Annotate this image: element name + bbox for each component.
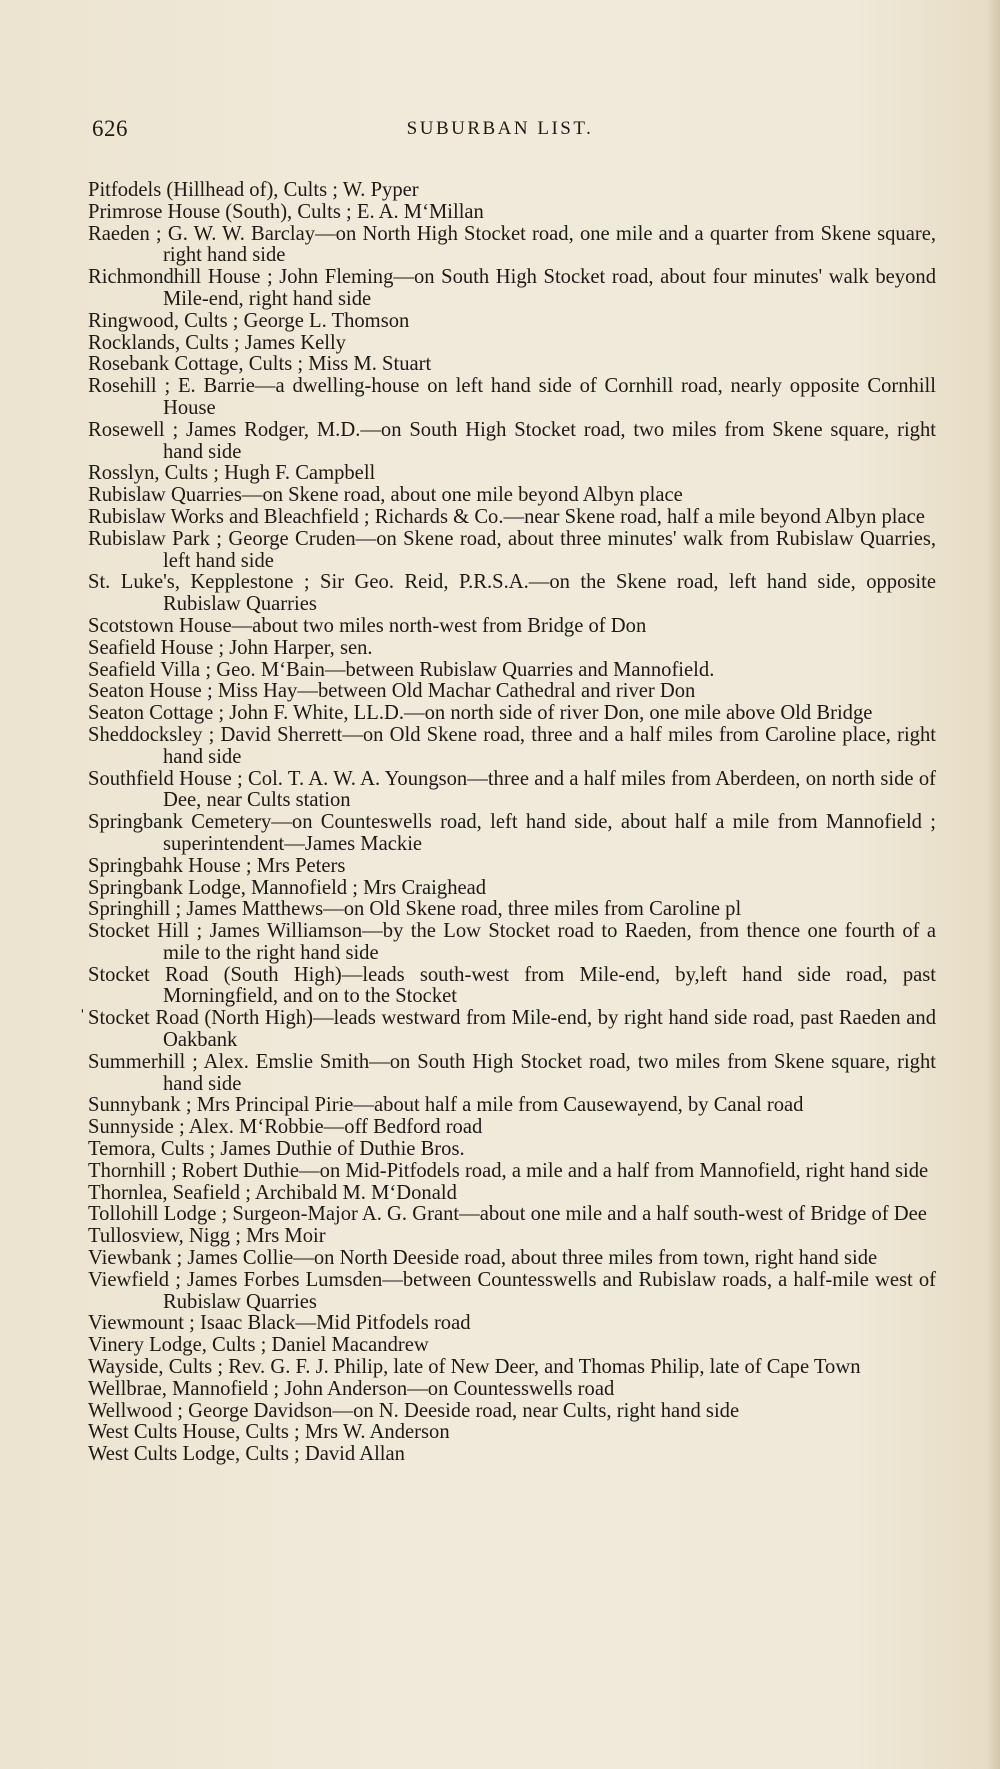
directory-entry <box>88 681 936 703</box>
directory-entry <box>88 616 936 638</box>
directory-entry <box>88 769 936 813</box>
directory-entry <box>88 1422 936 1444</box>
directory-entry: ˈ Stocket Road (North High)—leads westward from Mile-end, by right hand side road, past Raeden and Oakbank <box>79 1007 936 1052</box>
directory-entry <box>88 180 936 202</box>
entry-text: Viewbank ; James Collie—on North Deeside road, about three miles from town, right hand side <box>88 1247 878 1270</box>
directory-entry <box>88 1161 936 1183</box>
entry-text: West Cults Lodge, Cults ; David Allan <box>88 1443 405 1466</box>
directory-entry <box>88 463 936 485</box>
directory-entry <box>88 725 936 769</box>
directory-entry <box>88 1052 936 1096</box>
entry-text: Seaton Cottage ; John F. White, LL.D.—on north side of river Don, one mile above Old Bridge <box>88 702 873 725</box>
page-edge-shadow <box>986 0 1000 1769</box>
directory-entry <box>88 965 936 1009</box>
entry-text: Seafield House ; John Harper, sen. <box>88 636 373 659</box>
entry-text: Vinery Lodge, Cults ; Daniel Macandrew <box>88 1334 429 1357</box>
entry-text: Richmondhill House ; John Fleming—on South High Stocket road, about four minutes' walk beyond Mile-end, right hand side <box>88 266 936 310</box>
directory-entry <box>88 856 936 878</box>
directory-list <box>79 179 936 1466</box>
entry-text: Springbank Lodge, Mannofield ; Mrs Craighead <box>88 876 487 899</box>
directory-entry <box>88 224 936 268</box>
directory-entry <box>88 878 936 900</box>
directory-entry <box>88 1226 936 1248</box>
directory-entry <box>88 420 936 464</box>
entry-text: Pitfodels (Hillhead of), Cults ; W. Pyper <box>88 179 419 201</box>
entry-text: Rubislaw Quarries—on Skene road, about one mile beyond Albyn place <box>88 484 683 507</box>
directory-entry <box>88 376 936 420</box>
directory-entry <box>88 921 936 965</box>
directory-entry <box>88 1183 936 1205</box>
entry-text: Temora, Cults ; James Duthie of Duthie Bros. <box>88 1138 465 1161</box>
entry-text: Summerhill ; Alex. Emslie Smith—on South High Stocket road, two miles from Skene square, right hand side <box>88 1050 936 1095</box>
directory-entry <box>88 1117 936 1139</box>
directory-entry <box>88 1095 936 1117</box>
entry-text: Wayside, Cults ; Rev. G. F. J. Philip, late of New Deer, and Thomas Philip, late of Cape Town <box>88 1356 861 1379</box>
directory-entry <box>88 311 936 333</box>
entry-text: Sunnyside ; Alex. M‘Robbie—off Bedford road <box>88 1116 483 1139</box>
directory-entry <box>88 572 936 616</box>
directory-entry <box>88 812 936 856</box>
page-header <box>0 116 1000 146</box>
entry-text: Rosslyn, Cults ; Hugh F. Campbell <box>88 462 376 485</box>
directory-entry <box>88 1357 936 1379</box>
directory-entry <box>88 354 936 376</box>
directory-entry <box>88 638 936 660</box>
entry-text: Thornlea, Seafield ; Archibald M. M‘Donald <box>88 1181 457 1204</box>
page-number: 626 <box>92 116 128 141</box>
entry-text: West Cults House, Cults ; Mrs W. Anderson <box>88 1421 450 1444</box>
running-head: SUBURBAN LIST. <box>406 118 594 139</box>
entry-text: Stocket Road (South High)—leads south-west from Mile-end, by,left hand side road, past Morningfield, and on to the Stocket <box>88 963 936 1008</box>
entry-text: Sunnybank ; Mrs Principal Pirie—about half a mile from Causewayend, by Canal road <box>88 1094 804 1117</box>
directory-entry <box>88 1139 936 1161</box>
entry-text: Springhill ; James Matthews—on Old Skene road, three miles from Caroline pl <box>88 898 742 921</box>
directory-entry <box>88 1270 936 1314</box>
directory-entry <box>88 202 936 224</box>
entry-text: Rosewell ; James Rodger, M.D.—on South High Stocket road, two miles from Skene square, right hand side <box>88 418 936 463</box>
directory-entry <box>88 529 936 573</box>
entry-text: Rubislaw Works and Bleachfield ; Richards & Co.—near Skene road, half a mile beyond Albyn place <box>88 505 925 528</box>
directory-entry <box>88 1313 936 1335</box>
directory-entry <box>88 899 936 921</box>
directory-entry <box>88 1401 936 1423</box>
directory-entry <box>88 1204 936 1226</box>
directory-entry <box>88 703 936 725</box>
directory-entry <box>88 333 936 355</box>
entry-text: Southfield House ; Col. T. A. W. A. Youngson—three and a half miles from Aberdeen, on north side of Dee, near Cults station <box>88 767 936 812</box>
entry-text: Wellwood ; George Davidson—on N. Deeside road, near Cults, right hand side <box>88 1399 740 1422</box>
entry-text: Primrose House (South), Cults ; E. A. M‘Millan <box>88 200 484 223</box>
entry-text: St. Luke's, Kepplestone ; Sir Geo. Reid, P.R.S.A.—on the Skene road, left hand side, opposite Rubislaw Quarries <box>88 571 936 616</box>
entry-text: Springbank Cemetery—on Counteswells road, left hand side, about half a mile from Mannofield ; superintendent—James Mackie <box>88 811 936 855</box>
entry-text: Springbahk House ; Mrs Peters <box>88 854 346 877</box>
entry-text: Rocklands, Cults ; James Kelly <box>88 331 346 354</box>
entry-text: Ringwood, Cults ; George L. Thomson <box>88 309 410 332</box>
entry-text: Viewmount ; Isaac Black—Mid Pitfodels road <box>88 1312 471 1335</box>
directory-entry <box>88 660 936 682</box>
entry-text: Thornhill ; Robert Duthie—on Mid-Pitfodels road, a mile and a half from Mannofield, right hand side <box>88 1159 929 1182</box>
entry-text: Rosebank Cottage, Cults ; Miss M. Stuart <box>88 353 432 376</box>
entry-text: Tollohill Lodge ; Surgeon-Major A. G. Grant—about one mile and a half south-west of Bridge of Dee <box>88 1203 927 1226</box>
directory-entry <box>88 1335 936 1357</box>
entry-text: Stocket Road (North High)—leads westward from Mile-end, by right hand side road, past Raeden and Oakbank <box>88 1007 936 1052</box>
entry-text: Rosehill ; E. Barrie—a dwelling-house on left hand side of Cornhill road, nearly opposite Cornhill House <box>88 375 936 419</box>
directory-entry <box>88 1379 936 1401</box>
entry-text: Sheddocksley ; David Sherrett—on Old Skene road, three and a half miles from Caroline place, right hand side <box>88 723 936 768</box>
directory-entry <box>88 1248 936 1270</box>
entry-text: Scotstown House—about two miles north-west from Bridge of Don <box>88 614 647 637</box>
entry-text: Tullosview, Nigg ; Mrs Moir <box>88 1225 326 1248</box>
directory-entry <box>88 507 936 529</box>
directory-entry <box>88 267 936 311</box>
entry-text: Raeden ; G. W. W. Barclay—on North High Stocket road, one mile and a quarter from Skene square, right hand side <box>88 222 936 267</box>
entry-text: Stocket Hill ; James Williamson—by the Low Stocket road to Raeden, from thence one fourth of a mile to the right hand side <box>88 920 936 964</box>
entry-text: Rubislaw Park ; George Cruden—on Skene road, about three minutes' walk from Rubislaw Quarries, left hand side <box>88 527 936 572</box>
entry-text: Seafield Villa ; Geo. M‘Bain—between Rubislaw Quarries and Mannofield. <box>88 658 715 681</box>
entry-text: Seaton House ; Miss Hay—between Old Machar Cathedral and river Don <box>88 680 696 703</box>
directory-entry <box>88 1444 936 1466</box>
entry-text: Wellbrae, Mannofield ; John Anderson—on Countesswells road <box>88 1377 615 1400</box>
directory-entry <box>88 485 936 507</box>
entry-text: Viewfield ; James Forbes Lumsden—between Countesswells and Rubislaw roads, a half-mile west of Rubislaw Quarries <box>88 1268 936 1313</box>
